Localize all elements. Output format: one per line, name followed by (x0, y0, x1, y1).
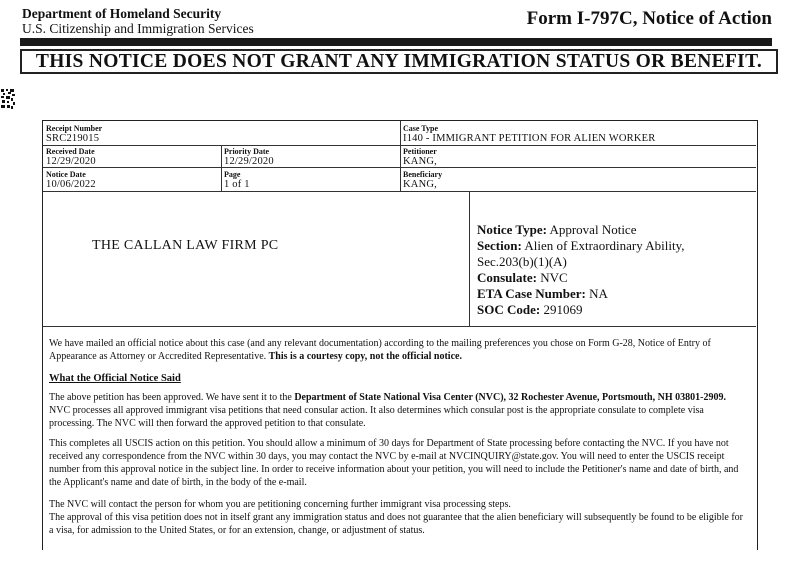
grid-line (221, 145, 222, 191)
grid-line (43, 326, 756, 327)
status-banner: THIS NOTICE DOES NOT GRANT ANY IMMIGRATION STATUS OR BENEFIT. (20, 49, 778, 74)
soc-code-label: SOC Code: (477, 302, 541, 317)
beneficiary-field (403, 170, 442, 191)
notice-details (477, 222, 685, 318)
notice-date-label: Notice Date (46, 170, 86, 179)
nvc-contact-paragraph: The NVC will contact the person for whom you are petitioning concerning further immigrant visa processing steps. (49, 499, 511, 510)
page-value: 1 of 1 (224, 179, 250, 190)
priority-date-value: 12/29/2020 (224, 156, 274, 167)
section-value: Alien of Extraordinary Ability, (524, 238, 685, 253)
disclaimer-paragraph: The approval of this visa petition does not in itself grant any immigration status and does not guarantee that the alien beneficiary will subsequently be found to be eligible for a visa, for admission to the United States, or for an extension, change, or adjustment of status. (49, 512, 743, 536)
section-label: Section: (477, 238, 522, 253)
grid-line (400, 121, 401, 191)
case-type-field (403, 124, 655, 145)
approval-paragraph (49, 391, 749, 430)
processing-paragraph: This completes all USCIS action on this petition. You should allow a minimum of 30 days for Department of State processing before contacting the NVC. If you have not received any correspondence from the NVC within 30 days, you may contact the NVC by e-mail at NVCINQUIRY@state.gov. You will need to enter the USCIS receipt number from this approval notice in the subject line. In order to receive information about your petition, you will need to include the Petitioner's name and date of birth, and the Applicant's name and date of birth, in the body of the e-mail. (49, 438, 739, 488)
receipt-number-field (46, 124, 102, 145)
beneficiary-value: KANG, (403, 179, 437, 190)
section-heading: What the Official Notice Said (49, 373, 181, 384)
section-value-cont: Sec.203(b)(1)(A) (477, 254, 567, 269)
division-name: U.S. Citizenship and Immigration Services (22, 21, 254, 36)
received-date-value: 12/29/2020 (46, 156, 96, 167)
intro-bold-text: This is a courtesy copy, not the official notice. (268, 351, 462, 362)
page-label: Page (224, 170, 241, 179)
priority-date-field (224, 147, 274, 168)
notice-date-field (46, 170, 96, 191)
eta-case-label: ETA Case Number: (477, 286, 586, 301)
receipt-number-value: SRC219015 (46, 133, 100, 144)
nvc-address: Department of State National Visa Center (NVC), 32 Rochester Avenue, Portsmouth, NH 03801-2909. (294, 392, 726, 403)
eta-case-value: NA (589, 286, 608, 301)
beneficiary-label: Beneficiary (403, 170, 443, 179)
approval-text-a: The above petition has been approved. We have sent it to the (49, 392, 292, 403)
intro-paragraph (49, 337, 749, 363)
petitioner-field (403, 147, 437, 168)
intro-text: We have mailed an official notice about this case (and any relevant documentation) according to the mailing preferences you chose on Form G-28, Notice of Entry of Appearance as Attorney or Accredited Representative. (49, 338, 711, 362)
header-rule (20, 38, 772, 46)
receipt-number-label: Receipt Number (46, 124, 103, 133)
notice-type-label: Notice Type: (477, 222, 547, 237)
form-title: Form I-797C, Notice of Action (526, 8, 772, 29)
received-date-label: Received Date (46, 147, 95, 156)
notice-type-value: Approval Notice (549, 222, 637, 237)
notice-date-value: 10/06/2022 (46, 179, 96, 190)
consulate-label: Consulate: (477, 270, 537, 285)
addressee-name: THE CALLAN LAW FIRM PC (92, 238, 279, 253)
consulate-value: NVC (540, 270, 568, 285)
grid-line (43, 191, 756, 192)
page-field (224, 170, 250, 191)
received-date-field (46, 147, 96, 168)
case-type-label: Case Type (403, 124, 439, 133)
case-type-value: I140 - IMMIGRANT PETITION FOR ALIEN WORKER (403, 133, 656, 144)
petitioner-label: Petitioner (403, 147, 437, 156)
soc-code-value: 291069 (543, 302, 583, 317)
grid-line (469, 191, 470, 326)
barcode-icon (0, 88, 16, 110)
approval-text-b: NVC processes all approved immigrant visa petitions that need consular action. It also determines which consular post is the appropriate consulate to complete visa processing. The NVC will then forward the approved petition to that consulate. (49, 405, 704, 429)
agency-name: Department of Homeland Security (22, 6, 222, 21)
petitioner-value: KANG, (403, 156, 437, 167)
priority-date-label: Priority Date (224, 147, 270, 156)
